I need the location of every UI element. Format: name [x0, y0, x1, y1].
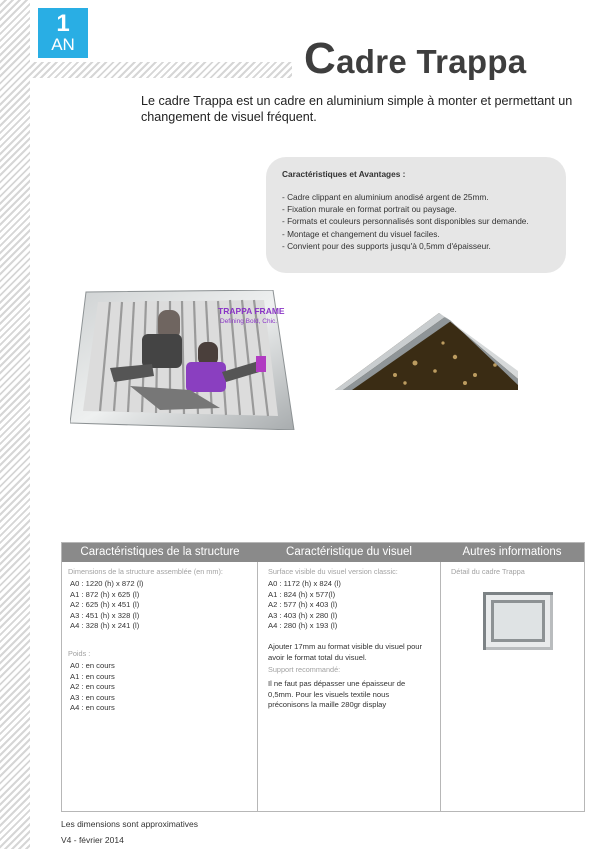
decorative-stripes-title — [30, 62, 292, 78]
structure-column — [62, 562, 257, 811]
product-frame-photo — [70, 290, 295, 430]
dimensions-footnote: Les dimensions sont approximatives — [61, 819, 199, 829]
feature-item: - Convient pour des supports jusqu'à 0,5mm d'épaisseur. — [282, 240, 491, 251]
title-rest: adre Trappa — [336, 43, 527, 80]
visual-column — [257, 562, 440, 811]
table-header — [62, 543, 584, 562]
other-column — [440, 562, 584, 811]
header-other: Autres informations — [462, 546, 562, 558]
title-initial: C — [304, 34, 337, 83]
visual-surface-row: A2 : 577 (h) x 403 (l) — [268, 600, 338, 610]
structure-dim-row: A0 : 1220 (h) x 872 (l) — [70, 579, 144, 588]
feature-item: - Cadre clippant en aluminium anodisé argent de 25mm. — [282, 192, 489, 202]
features-panel — [266, 157, 566, 273]
page-title — [304, 34, 526, 84]
visual-surface-row: A4 : 280 (h) x 193 (l) — [268, 621, 338, 631]
decorative-stripes-left — [0, 0, 30, 849]
feature-item: - Formats et couleurs personnalisés sont disponibles sur demande. — [282, 216, 529, 227]
structure-dims-label: Dimensions de la structure assemblée (en mm): — [68, 567, 223, 576]
badge-number: 1 — [56, 10, 70, 37]
weight-row: A0 : en cours — [70, 660, 115, 670]
frame-corner-detail-photo — [335, 313, 518, 390]
structure-dim-row: A3 : 451 (h) x 328 (l) — [70, 610, 140, 620]
frame-detail-thumbnail — [483, 592, 553, 650]
specifications-table — [61, 542, 585, 812]
frame-detail-label: Détail du cadre Trappa — [451, 567, 525, 576]
one-year-badge — [38, 8, 88, 58]
weight-row: A1 : en cours — [70, 671, 115, 681]
features-list — [282, 191, 550, 252]
header-visual: Caractéristique du visuel — [286, 546, 412, 558]
features-heading: Caractéristiques et Avantages : — [282, 169, 406, 179]
intro-paragraph: Le cadre Trappa est un cadre en aluminium simple à monter et permettant un changement de visuel fréquent. — [141, 94, 573, 124]
support-note: Il ne faut pas dépasser une épaisseur de 0,5mm. Pour les visuels textile nous préconisons la maille 280gr display — [268, 679, 406, 710]
weight-row: A3 : en cours — [70, 692, 115, 702]
visual-surface-row: A3 : 403 (h) x 280 (l) — [268, 610, 338, 620]
photo-brand-text: TRAPPA FRAME — [218, 306, 285, 316]
photo-tagline-text: Defining Bold, Chic. — [220, 318, 278, 325]
document-version: V4 - février 2014 — [61, 835, 124, 845]
visual-surface-row: A1 : 824 (h) x 577(l) — [268, 589, 336, 599]
weight-row: A4 : en cours — [70, 703, 115, 713]
visual-add-note: Ajouter 17mm au format visible du visuel pour avoir le format total du visuel. — [268, 641, 423, 662]
weight-label: Poids : — [68, 648, 91, 658]
structure-dim-row: A2 : 625 (h) x 451 (l) — [70, 600, 140, 610]
badge-unit: AN — [51, 35, 75, 54]
header-structure: Caractéristiques de la structure — [80, 546, 240, 558]
support-label: Support recommandé: — [268, 665, 341, 675]
feature-item: - Montage et changement du visuel faciles. — [282, 228, 440, 239]
structure-dim-row: A4 : 328 (h) x 241 (l) — [70, 621, 140, 631]
feature-item: - Fixation murale en format portrait ou paysage. — [282, 204, 457, 215]
visual-surface-row: A0 : 1172 (h) x 824 (l) — [268, 579, 341, 588]
weight-row: A2 : en cours — [70, 682, 115, 692]
structure-dim-row: A1 : 872 (h) x 625 (l) — [70, 589, 140, 599]
visual-surface-label: Surface visible du visuel version classic: — [268, 567, 398, 576]
